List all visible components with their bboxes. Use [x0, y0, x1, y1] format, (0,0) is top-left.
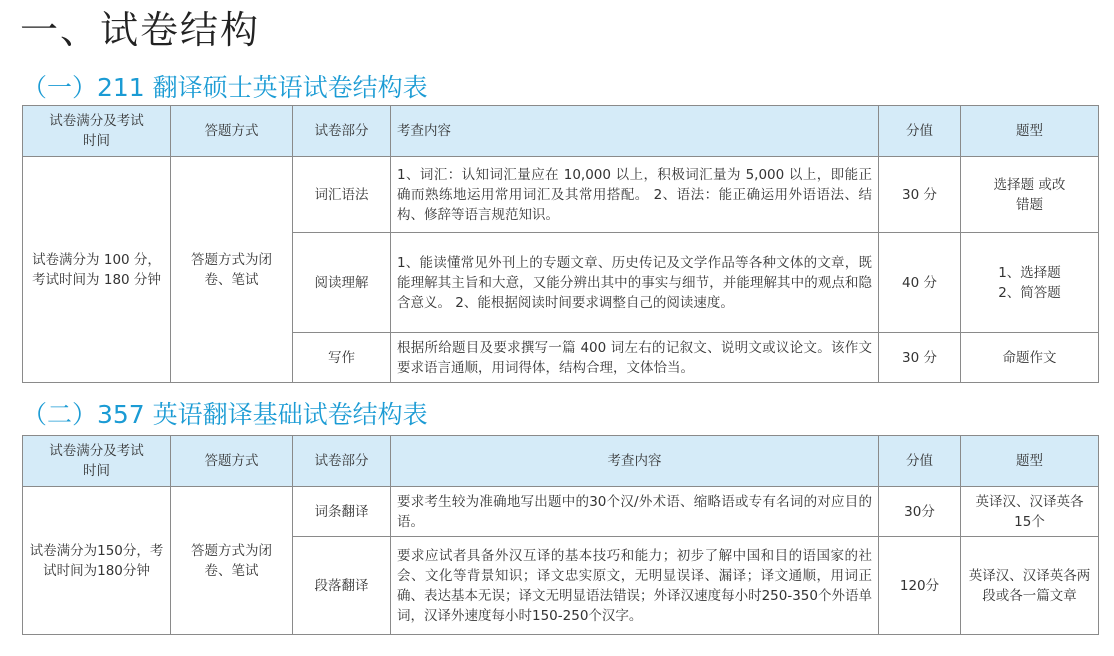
header-type: 题型	[961, 436, 1099, 487]
table-row	[23, 487, 1099, 537]
header-score-time: 试卷满分及考试时间	[23, 106, 171, 157]
header-part: 试卷部分	[293, 436, 391, 487]
cell-score: 120分	[879, 537, 961, 635]
cell-score: 30分	[879, 487, 961, 537]
header-score: 分值	[879, 436, 961, 487]
cell-answer-mode: 答题方式为闭卷、笔试	[171, 487, 293, 635]
cell-content: 根据所给题目及要求撰写一篇 400 词左右的记叙文、说明文或议论文。该作文要求语言通顺，用词得体，结构合理，文体恰当。	[391, 333, 879, 383]
cell-type: 选择题 或改错题	[961, 157, 1099, 233]
cell-answer-mode: 答题方式为闭卷、笔试	[171, 157, 293, 383]
cell-content: 要求应试者具备外汉互译的基本技巧和能力；初步了解中国和目的语国家的社会、文化等背景知识；译文忠实原文，无明显误译、漏译；译文通顺，用词正确、表达基本无误；译文无明显语法错误；外译汉速度每小时250-350个外语单词，汉译外速度每小时150-250个汉字。	[391, 537, 879, 635]
exam-structure-table-211	[22, 105, 1099, 383]
cell-type: 1、选择题 2、简答题	[961, 233, 1099, 333]
header-answer-mode: 答题方式	[171, 436, 293, 487]
header-type: 题型	[961, 106, 1099, 157]
section-title-357: （二）357 英语翻译基础试卷结构表	[22, 400, 428, 429]
page-title: 一、试卷结构	[20, 8, 261, 52]
table-row	[23, 157, 1099, 233]
cell-type: 命题作文	[961, 333, 1099, 383]
header-score: 分值	[879, 106, 961, 157]
cell-score: 30 分	[879, 333, 961, 383]
header-score-time: 试卷满分及考试时间	[23, 436, 171, 487]
section-title-211: （一）211 翻译硕士英语试卷结构表	[22, 73, 428, 102]
cell-content: 要求考生较为准确地写出题中的30个汉/外术语、缩略语或专有名词的对应目的语。	[391, 487, 879, 537]
header-part: 试卷部分	[293, 106, 391, 157]
cell-content: 1、词汇：认知词汇量应在 10,000 以上，积极词汇量为 5,000 以上，即能正确而熟练地运用常用词汇及其常用搭配。 2、语法：能正确运用外语语法、结构、修辞等语言规范知识。	[391, 157, 879, 233]
cell-part: 阅读理解	[293, 233, 391, 333]
cell-part: 段落翻译	[293, 537, 391, 635]
header-answer-mode: 答题方式	[171, 106, 293, 157]
exam-structure-table-357	[22, 435, 1099, 635]
header-content: 考查内容	[391, 436, 879, 487]
cell-score-time: 试卷满分为150分，考试时间为180分钟	[23, 487, 171, 635]
table-header-row	[23, 106, 1099, 157]
cell-type: 英译汉、汉译英各两段或各一篇文章	[961, 537, 1099, 635]
cell-part: 词条翻译	[293, 487, 391, 537]
header-content: 考查内容	[391, 106, 879, 157]
cell-part: 写作	[293, 333, 391, 383]
cell-score: 30 分	[879, 157, 961, 233]
cell-content: 1、能读懂常见外刊上的专题文章、历史传记及文学作品等各种文体的文章，既能理解其主旨和大意，又能分辨出其中的事实与细节，并能理解其中的观点和隐含意义。 2、能根据阅读时间要求调整自己的阅读速度。	[391, 233, 879, 333]
cell-type: 英译汉、汉译英各15个	[961, 487, 1099, 537]
cell-part: 词汇语法	[293, 157, 391, 233]
cell-score-time: 试卷满分为 100 分，考试时间为 180 分钟	[23, 157, 171, 383]
cell-score: 40 分	[879, 233, 961, 333]
table-header-row	[23, 436, 1099, 487]
